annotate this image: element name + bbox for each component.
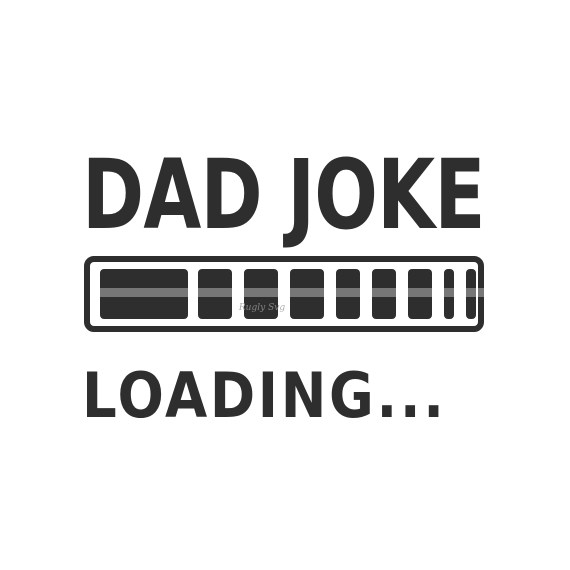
loading-text: LOADING... — [82, 359, 447, 432]
segment-highlight-stripe — [100, 288, 488, 297]
title-dad-joke: DAD JOKE — [82, 139, 485, 251]
watermark: Rugly Svg — [238, 303, 286, 313]
